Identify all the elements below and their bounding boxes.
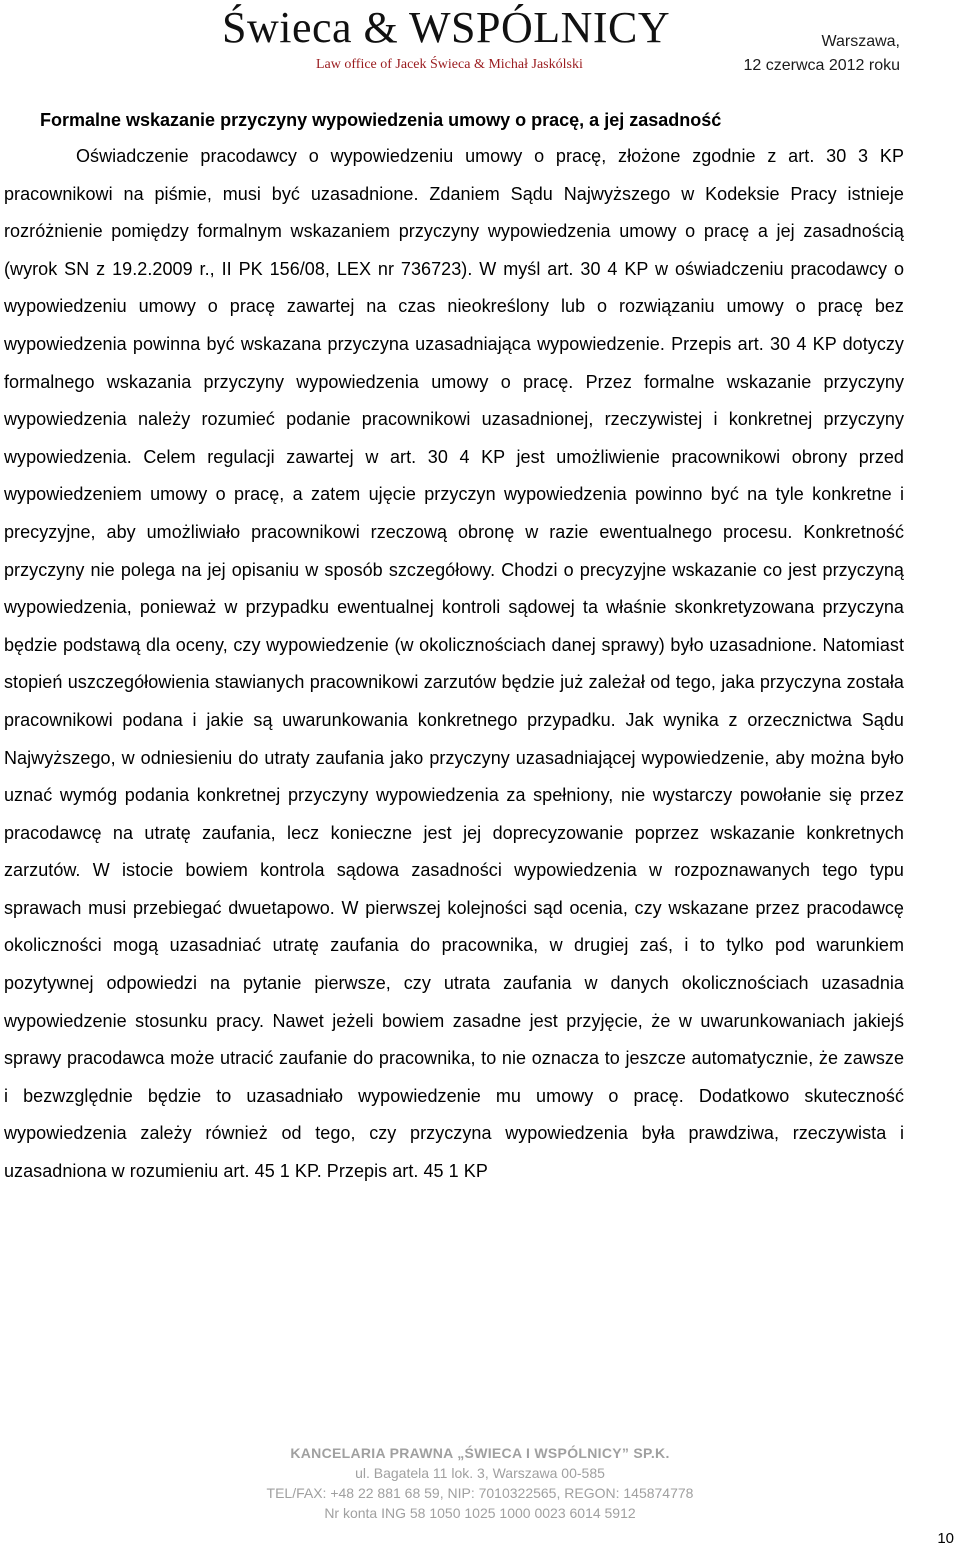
footer-firm-name: KANCELARIA PRAWNA „ŚWIECA I WSPÓLNICY” SP.K.: [290, 1445, 670, 1461]
body-paragraph: Oświadczenie pracodawcy o wypowiedzeniu umowy o pracę, złożone zgodnie z art. 30 3 KP pracownikowi na piśmie, musi być uzasadnione. Zdaniem Sądu Najwyższego w Kodeksie Pracy istnieje rozróżnienie pomiędzy formalnym wskazaniem przyczyny wypowiedzenia umowy o pracę a jej zasadnością (wyrok SN z 19.2.2009 r., II PK 156/08, LEX nr 736723). W myśl art. 30 4 KP w oświadczeniu pracodawcy o wypowiedzeniu umowy o pracę zawartej na czas nieokreślony lub o rozwiązaniu umowy o pracę bez wypowiedzenia powinna być wskazana przyczyna uzasadniająca wypowiedzenie. Przepis art. 30 4 KP dotyczy formalnego wskazania przyczyny wypowiedzenia umowy o pracę. Przez formalne wskazanie przyczyny wypowiedzenia należy rozumieć podanie pracownikowi uzasadnionej, rzeczywistej i konkretnej przyczyny wypowiedzenia. Celem regulacji zawartej w art. 30 4 KP jest umożliwienie pracownikowi obrony przed wypowiedzeniem umowy o pracę, a zatem ujęcie przyczyn wypowiedzenia powinno być na tyle konkretne i precyzyjne, aby umożliwiało pracownikowi rzeczową obronę w razie ewentualnego procesu. Konkretność przyczyny nie polega na jej opisaniu w sposób szczegółowy. Chodzi o precyzyjne wskazanie co jest przyczyną wypowiedzenia, ponieważ w przypadku ewentualnej kontroli sądowej ta właśnie skonkretyzowana przyczyna będzie podstawą dla oceny, czy wypowiedzenie (w okolicznościach danej sprawy) było uzasadnione. Natomiast stopień uszczegółowienia stawianych pracownikowi zarzutów będzie już zależał od tego, jaka przyczyna została pracownikowi podana i jakie są uwarunkowania konkretnego przypadku. Jak wynika z orzecznictwa Sądu Najwyższego, w odniesieniu do utraty zaufania jako przyczyny uzasadniającej wypowiedzenie, aby można było uznać wymóg podania konkretnej przyczyny wypowiedzenia za spełniony, nie wystarczy powołanie się przez pracodawcę na utratę zaufania, lecz konieczne jest jej doprecyzowanie poprzez wskazanie konkretnych zarzutów. W istocie bowiem kontrola sądowa zasadności wypowiedzenia w rozpoznawanych tego typu sprawach musi przebiegać dwuetapowo. W pierwszej kolejności sąd ocenia, czy wskazane przez pracodawcę okoliczności mogą uzasadniać utratę zaufania do pracownika, w drugiej zaś, i to tylko pod warunkiem pozytywnej odpowiedzi na pytanie pierwsze, czy utrata zaufania w danych okolicznościach uzasadnia wypowiedzenie stosunku pracy. Nawet jeżeli bowiem zasadne jest przyjęcie, że w uwarunkowaniach jakiejś sprawy pracodawca może utracić zaufanie do pracownika, to nie oznacza to jeszcze automatycznie, że zawsze i bezwzględnie będzie to uzasadniało wypowiedzenie mu umowy o pracę. Dodatkowo skuteczność wypowiedzenia zależy również od tego, czy przyczyna wypowiedzenia była prawdziwa, rzeczywista i uzasadniona w rozumieniu art. 45 1 KP. Przepis art. 45 1 KP: [4, 146, 904, 1182]
letterhead: [0, 0, 960, 80]
city: Warszawa,: [821, 33, 900, 50]
footer-address: ul. Bagatela 11 lok. 3, Warszawa 00-585: [355, 1465, 605, 1481]
place-and-date: [743, 30, 900, 78]
page-number: 10: [937, 1530, 954, 1547]
logo-subtitle: Law office of Jacek Świeca & Michał Jaskólski: [316, 57, 583, 72]
logo-wordmark: Świeca & WSPÓLNICY: [222, 3, 671, 52]
date: 12 czerwca 2012 roku: [743, 57, 900, 74]
footer-account: Nr konta ING 58 1050 1025 1000 0023 6014 5912: [324, 1505, 636, 1521]
footer-contact: TEL/FAX: +48 22 881 68 59, NIP: 7010322565, REGON: 145874778: [266, 1485, 694, 1501]
document-title: Formalne wskazanie przyczyny wypowiedzenia umowy o pracę, a jej zasadność: [40, 110, 722, 130]
firm-logo: [222, 0, 702, 80]
footer: [0, 1443, 960, 1523]
